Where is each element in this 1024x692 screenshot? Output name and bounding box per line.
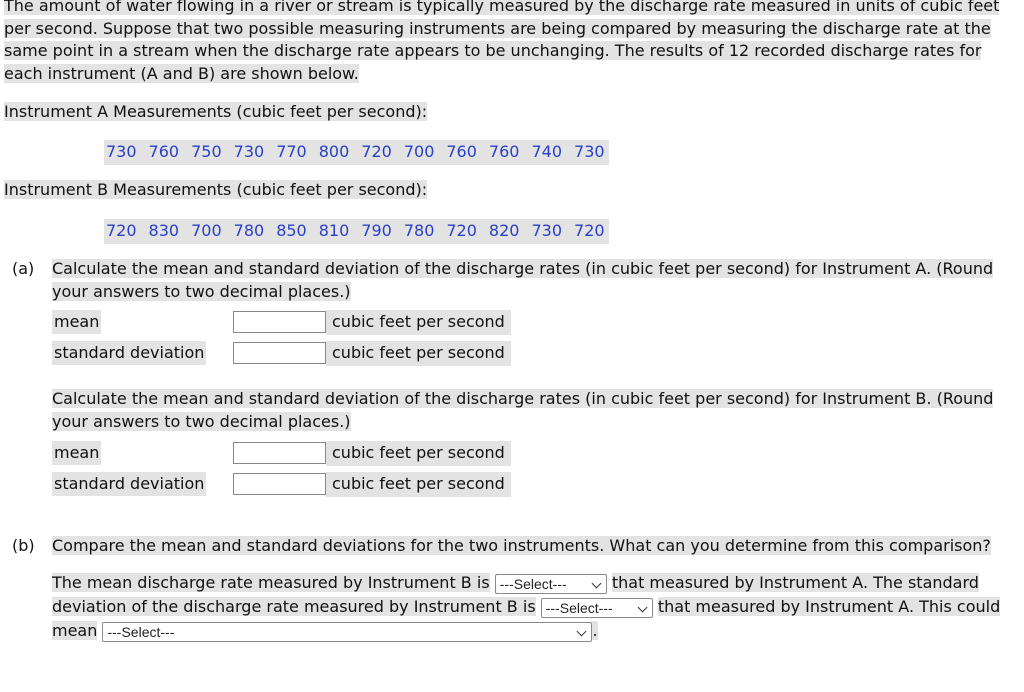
mean-label: mean (52, 310, 101, 334)
instrument-a-heading (4, 101, 427, 123)
instrument-b-value: 720 (106, 221, 137, 240)
instrument-b-value: 720 (574, 221, 605, 240)
part-b-question-text: Compare the mean and standard deviations for the two instruments. What can you determine from this comparison? (52, 536, 991, 555)
part-b-text-3: that measured by Instrument A. This could mean (52, 597, 1001, 640)
mean-label: mean (52, 441, 101, 465)
instrument-a-value: 700 (403, 142, 435, 161)
part-a-question-b (52, 388, 1002, 433)
instrument-b-value: 810 (318, 221, 350, 240)
chevron-down-icon (577, 626, 587, 636)
instrument-a-value: 770 (276, 142, 307, 161)
instrument-a-value: 730 (106, 142, 137, 161)
instrument-a-sd-input[interactable] (233, 342, 326, 364)
sd-label: standard deviation (52, 472, 206, 496)
instrument-a-value: 760 (446, 142, 477, 161)
answer-row-b-mean (52, 440, 511, 466)
part-b-text-4: . (592, 621, 598, 640)
part-b-text-1: The mean discharge rate measured by Instrument B is (52, 573, 490, 592)
unit-label: cubic feet per second (326, 341, 511, 366)
select-value: ---Select--- (499, 575, 567, 592)
answer-row-a-sd (52, 340, 511, 366)
part-b-answer-paragraph (52, 571, 1012, 643)
unit-label: cubic feet per second (326, 310, 511, 335)
part-b-label: (b) (12, 536, 35, 555)
instrument-a-value: 730 (233, 142, 265, 161)
instrument-a-value: 740 (531, 142, 563, 161)
instrument-b-value: 700 (191, 221, 222, 240)
select-value: ---Select--- (107, 623, 175, 640)
instrument-b-value: 790 (361, 221, 392, 240)
instrument-a-values (104, 140, 609, 165)
instrument-b-value: 820 (488, 221, 520, 240)
instrument-b-mean-input[interactable] (233, 442, 326, 464)
part-a-label: (a) (12, 259, 35, 278)
instrument-b-heading (4, 179, 427, 201)
select-value: ---Select--- (545, 599, 613, 616)
instrument-b-values (104, 219, 609, 244)
instrument-b-value: 830 (148, 221, 180, 240)
conclusion-select[interactable] (102, 622, 592, 642)
instrument-b-sd-input[interactable] (233, 473, 326, 495)
instrument-a-value: 720 (361, 142, 392, 161)
chevron-down-icon (637, 602, 647, 612)
part-b-text-2: that measured by Instrument A. The standard deviation of the discharge rate measured by Instrument B is (52, 573, 979, 616)
problem-intro (4, 0, 1014, 85)
instrument-a-value: 760 (148, 142, 180, 161)
answer-row-a-mean (52, 309, 511, 335)
chevron-down-icon (591, 578, 601, 588)
instrument-b-value: 730 (531, 221, 563, 240)
instrument-b-value: 780 (233, 221, 265, 240)
problem-intro-text: The amount of water flowing in a river or stream is typically measured by the discharge rate measured in units of cubic feet per second. Suppose that two possible measuring instruments are being compared by measuring the discharge rate at the same point in a stream when the discharge rate appears to be unchanging. The results of 12 recorded discharge rates for each instrument (A and B) are shown below. (4, 0, 999, 83)
instrument-b-label: Instrument B Measurements (cubic feet per second): (4, 180, 428, 199)
sd-comparison-select[interactable] (541, 598, 653, 618)
part-b-question (52, 535, 1002, 558)
instrument-a-value: 800 (318, 142, 350, 161)
instrument-a-value: 750 (191, 142, 222, 161)
part-a-question-b-text: Calculate the mean and standard deviation of the discharge rates (in cubic feet per second) for Instrument B. (Round your answers to two decimal places.) (52, 389, 994, 431)
instrument-a-label: Instrument A Measurements (cubic feet per second): (4, 102, 428, 121)
unit-label: cubic feet per second (326, 441, 511, 466)
part-a-question-a (52, 258, 1002, 303)
part-a-question-a-text: Calculate the mean and standard deviation of the discharge rates (in cubic feet per second) for Instrument A. (Round your answers to two decimal places.) (52, 259, 994, 301)
unit-label: cubic feet per second (326, 472, 511, 497)
sd-label: standard deviation (52, 341, 206, 365)
instrument-b-value: 850 (276, 221, 307, 240)
instrument-a-mean-input[interactable] (233, 311, 326, 333)
instrument-b-value: 720 (446, 221, 477, 240)
answer-row-b-sd (52, 471, 511, 497)
mean-comparison-select[interactable] (495, 574, 607, 594)
instrument-a-value: 730 (574, 142, 605, 161)
instrument-b-value: 780 (403, 221, 435, 240)
instrument-a-value: 760 (488, 142, 520, 161)
